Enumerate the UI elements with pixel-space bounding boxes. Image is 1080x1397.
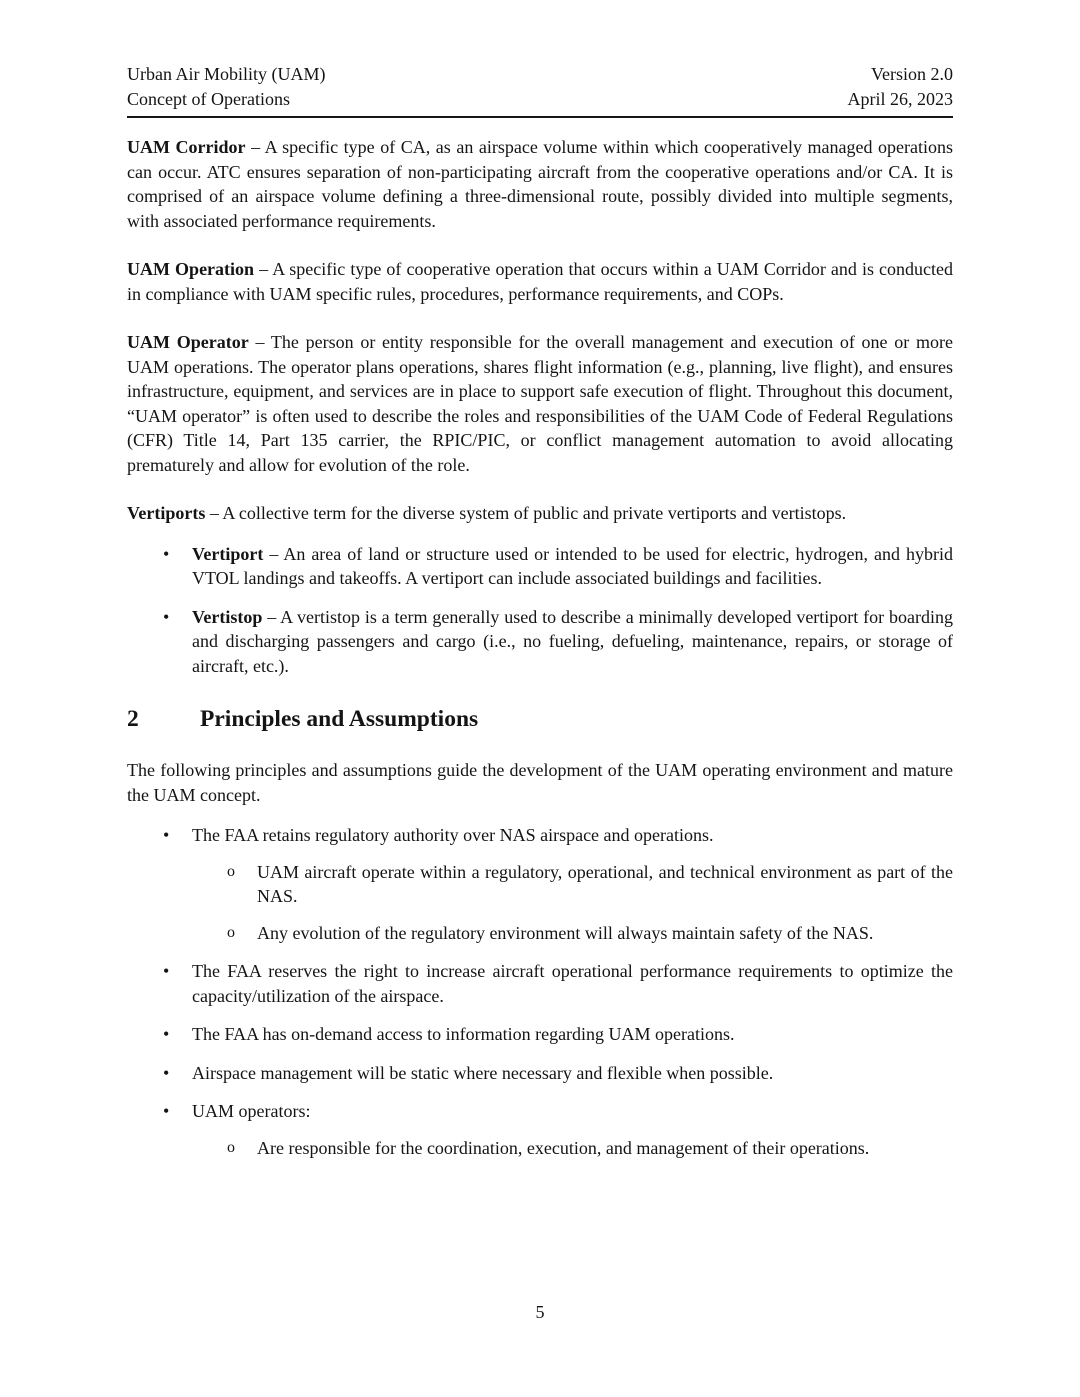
list-item-text: The FAA retains regulatory authority over NAS airspace and operations. [192,825,714,845]
bullet-icon: • [163,606,170,627]
list-item-text: The FAA reserves the right to increase aircraft operational performance requirements to optimize the capacity/utilization of the airspace. [192,961,953,1006]
list-item-text [192,605,953,679]
list-item-text [192,542,953,591]
term-definition: – An area of land or structure used or intended to be used for electric, hydrogen, and hybrid VTOL landings and takeoffs. A vertiport can include associated buildings and facilities. [192,543,953,588]
list-item [127,823,953,848]
term-paragraph-uam-operation [127,257,953,306]
list-item-vertistop [127,605,953,679]
header-right [848,62,954,112]
bullet-icon: • [163,825,170,845]
term-definition: – The person or entity responsible for the overall management and execution of one or more UAM operations. The operator plans operations, shares flight information (e.g., planning, live flight), and ensures infrastructure, equipment, and services are in place to support safe execution of flight. Throughout this document, “UAM operator” is often used to describe the roles and responsibilities of the UAM Code of Federal Regulations (CFR) Title 14, Part 135 carrier, the RPIC/PIC, or conflict management automation to avoid allocating prematurely and allow for evolution of the role. [127,332,954,475]
section-heading [127,704,953,735]
term-name: Vertiports [127,503,206,523]
term-name: Vertistop [192,606,263,627]
list-item-text: The FAA has on-demand access to information regarding UAM operations. [192,1024,735,1044]
term-paragraph-vertiports [127,501,953,526]
bullet-icon: • [163,1062,170,1083]
header-rule [127,116,953,118]
bullet-icon: • [163,543,170,564]
section-number: 2 [127,706,139,732]
list-item-text: Any evolution of the regulatory environment will always maintain safety of the NAS. [257,922,874,943]
header-doc-title: Urban Air Mobility (UAM) [127,64,326,84]
list-item-text: Are responsible for the coordination, execution, and management of their operations. [257,1137,870,1158]
term-name: Vertiport [192,543,264,564]
list-item [127,959,953,1008]
section-title: Principles and Assumptions [200,706,479,732]
term-paragraph-uam-corridor [127,135,953,233]
section-intro-paragraph: The following principles and assumptions guide the development of the UAM operating environment and mature the UAM concept. [127,760,953,805]
term-definition: – A specific type of CA, as an airspace volume within which cooperatively managed operations can occur. ATC ensures separation of non-participating aircraft from the cooperative operations and/or CA. It is comprised of an airspace volume defining a three-dimensional route, possibly divided into multiple segments, with associated performance requirements. [127,137,954,231]
list-item [127,1022,953,1047]
bullet-icon: • [163,1101,170,1121]
list-item [127,1099,953,1124]
list-item-text: UAM operators: [192,1101,311,1121]
term-name: UAM Corridor [127,137,246,157]
circle-bullet-icon: o [227,923,235,941]
circle-bullet-icon: o [227,862,235,880]
term-definition: – A vertistop is a term generally used to describe a minimally developed vertiport for boarding and discharging passengers and cargo (i.e., no fueling, defueling, maintenance, repairs, or storage of aircraft, etc.). [192,606,953,676]
page-header [127,62,953,112]
list-item-text: Airspace management will be static where necessary and flexible when possible. [192,1062,774,1083]
list-item-sub [127,860,953,909]
header-version: Version 2.0 [871,64,953,84]
list-item-vertiport [127,542,953,591]
bullet-icon: • [163,1024,170,1044]
term-definition: – A specific type of cooperative operation that occurs within a UAM Corridor and is conducted in compliance with UAM specific rules, procedures, performance requirements, and COPs. [127,259,954,304]
header-left [127,62,325,112]
list-item-sub [127,921,953,946]
term-name: UAM Operator [127,332,249,352]
bullet-icon: • [163,961,170,981]
circle-bullet-icon: o [227,1138,235,1156]
term-paragraph-uam-operator [127,330,953,477]
header-date: April 26, 2023 [847,89,953,109]
term-name: UAM Operation [127,259,255,279]
term-definition: – A collective term for the diverse system of public and private vertiports and vertistops. [209,503,847,523]
list-item-text: UAM aircraft operate within a regulatory, operational, and technical environment as part of the NAS. [257,861,953,906]
page-number: 5 [535,1301,545,1322]
list-item-sub [127,1136,953,1161]
list-item [127,1061,953,1086]
header-doc-subtitle: Concept of Operations [127,89,290,109]
